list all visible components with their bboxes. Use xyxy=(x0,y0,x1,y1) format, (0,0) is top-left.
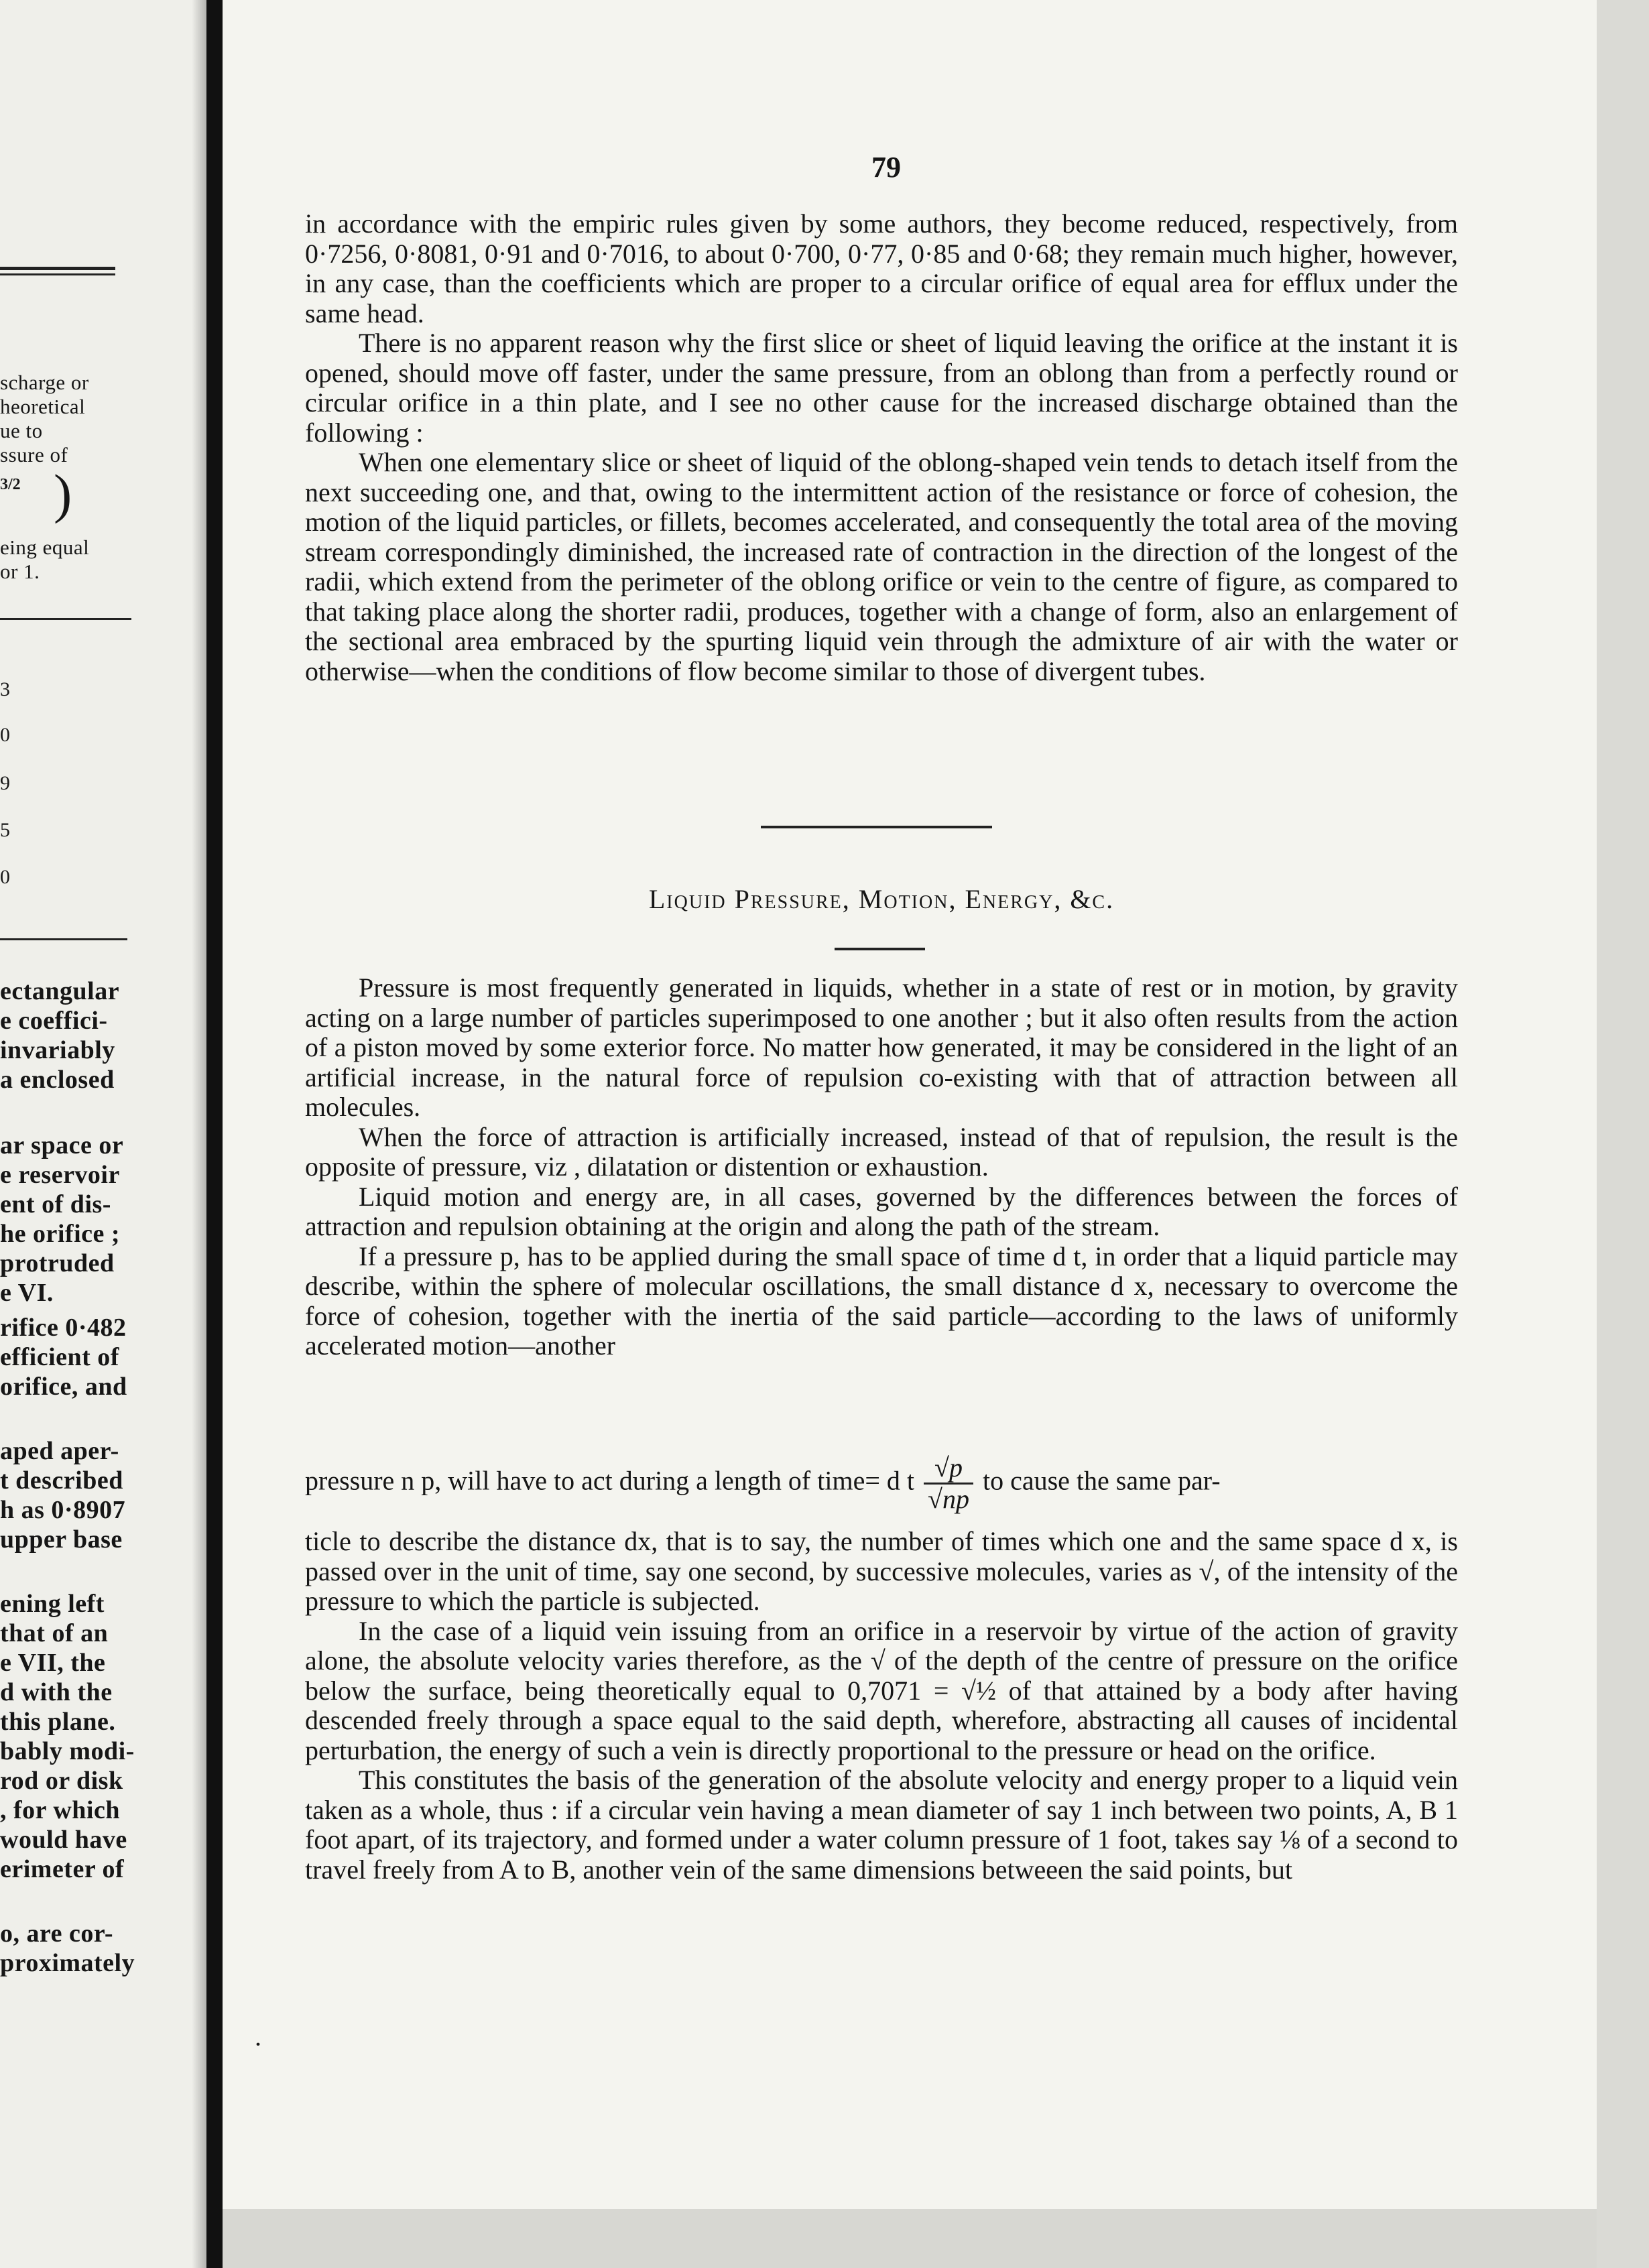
paragraph: There is no apparent reason why the first slice or sheet of liquid leaving the orifice at the instant it is opened, should move off faster, under the same pressure, from an oblong than from a perfectly round or circular orifice in a thin plate, and I see no other cause for the increased discharge obtained than the following : xyxy=(305,328,1458,448)
paragraph: In the case of a liquid vein issuing from an orifice in a reservoir by virtue of the action of gravity alone, the absolute velocity varies therefore, as the √ of the depth of the centre of pressure on the orifice below the surface, being theoretically equal to 0,7071 = √½ of that attained by a body after having descended freely through a space equal to the said depth, wherefore, abstracting all causes of incidental perturbation, the energy of such a vein is directly proportional to the pressure or head on the orifice. xyxy=(305,1615,1458,1765)
facing-page-left xyxy=(0,0,206,2268)
left-line: e reservoir xyxy=(0,1161,120,1189)
left-line: t described xyxy=(0,1466,123,1495)
left-line: protruded xyxy=(0,1249,115,1277)
left-line: d with the xyxy=(0,1678,113,1706)
left-fraction-fragment: 3/2 xyxy=(0,476,21,493)
left-rule-top xyxy=(0,267,115,270)
left-line: bably modi- xyxy=(0,1737,135,1765)
margin-mark: . xyxy=(255,2021,261,2052)
paragraph: This constitutes the basis of the generation of the absolute velocity and energy proper to a liquid vein taken as a whole, thus : if a circular vein having a mean diameter of say 1 inch between two points, A, B 1 foot apart, of its trajectory, and formed under a water column pressure of 1 foot, takes say ⅛ of a second to travel freely from A to B, another vein of the same dimensions betweeen the said points, but xyxy=(305,1765,1458,1885)
left-digit: 0 xyxy=(0,866,10,888)
section-rule xyxy=(761,826,992,828)
left-line: rifice 0·482 xyxy=(0,1314,127,1342)
left-line: proximately xyxy=(0,1949,135,1977)
left-line: aped aper- xyxy=(0,1437,119,1465)
left-line: e VII, the xyxy=(0,1649,106,1677)
top-text-block xyxy=(305,209,1458,686)
left-line: ssure of xyxy=(0,443,68,466)
left-line: or 1. xyxy=(0,560,40,583)
fraction-numerator: √p xyxy=(924,1453,973,1485)
left-line: , for which xyxy=(0,1796,120,1824)
left-line: this plane. xyxy=(0,1708,116,1736)
left-line: a enclosed xyxy=(0,1066,115,1094)
left-page-shadow xyxy=(192,0,206,2268)
left-rule xyxy=(0,938,127,940)
left-line: ectangular xyxy=(0,977,120,1005)
left-line: ent of dis- xyxy=(0,1190,111,1218)
left-line: scharge or xyxy=(0,371,89,394)
paragraph: When one elementary slice or sheet of liquid of the oblong-shaped vein tends to detach itself from the next succeeding one, and that, owing to the intermittent action of the resistance or force of cohesion, the motion of the liquid particles, or fillets, becomes accelerated, and consequently the total area of the moving stream correspondingly diminished, the increased rate of contraction in the direction of the longest of the radii, which extend from the perimeter of the oblong orifice or vein to the centre of figure, as compared to that taking place along the shorter radii, produces, together with a change of form, also an enlargement of the sectional area embraced by the spurting liquid vein through the admixture of air with the water or otherwise—when the conditions of flow become similar to those of divergent tubes. xyxy=(305,447,1458,686)
left-line: erimeter of xyxy=(0,1855,125,1883)
left-line: invariably xyxy=(0,1036,115,1064)
page-number: 79 xyxy=(871,151,901,184)
left-line: that of an xyxy=(0,1619,109,1647)
left-rule xyxy=(0,618,131,620)
left-line: heoretical xyxy=(0,395,86,418)
page-bottom-margin xyxy=(223,2209,1597,2268)
formula-trail-text: to cause the same par- xyxy=(982,1465,1221,1496)
page-edge xyxy=(1597,0,1649,2268)
left-line: ening left xyxy=(0,1590,105,1618)
paragraph: Liquid motion and energy are, in all cases, governed by the differences between the forces of attraction and repulsion obtaining at the origin and along the path of the stream. xyxy=(305,1181,1458,1241)
left-digit: 5 xyxy=(0,819,10,841)
paragraph: ticle to describe the distance dx, that is to say, the number of times which one and the same space d x, is passed over in the unit of time, say one second, by successive molecules, varies as √, of the intensity of the pressure to which the particle is subjected. xyxy=(305,1526,1458,1616)
left-line: ar space or xyxy=(0,1131,124,1159)
left-line: efficient of xyxy=(0,1343,119,1371)
left-line: upper base xyxy=(0,1525,123,1554)
left-line: eing equal xyxy=(0,536,90,559)
book-spine xyxy=(206,0,223,2268)
mid-text-block xyxy=(305,973,1458,1361)
left-line: orifice, and xyxy=(0,1373,127,1401)
section-heading: Liquid Pressure, Motion, Energy, &c. xyxy=(648,884,1115,914)
left-line: ue to xyxy=(0,419,43,442)
left-line: o, are cor- xyxy=(0,1919,114,1948)
left-paren: ) xyxy=(54,463,72,524)
left-digit: 3 xyxy=(0,678,10,700)
heading-rule xyxy=(835,948,925,950)
paragraph: Pressure is most frequently generated in liquids, whether in a state of rest or in motion, by gravity acting on a large number of particles superimposed to one another ; but it also often results from the action of a piston moved by some exterior force. No matter how generated, it may be considered in the light of an artificial increase, in the natural force of repulsion co-existing with that of attraction between all molecules. xyxy=(305,972,1458,1122)
formula-lead-text: pressure n p, will have to act during a length of time= d t xyxy=(305,1465,915,1496)
left-line: h as 0·8907 xyxy=(0,1496,126,1524)
formula-line xyxy=(305,1453,1458,1514)
lower-text-block xyxy=(305,1527,1458,1885)
paragraph: in accordance with the empiric rules given by some authors, they become reduced, respectively, from 0·7256, 0·8081, 0·91 and 0·7016, to about 0·700, 0·77, 0·85 and 0·68; they remain much higher, however, in any case, than the coefficients which are proper to a circular orifice of equal area for efflux under the same head. xyxy=(305,208,1458,328)
left-rule-top-2 xyxy=(0,273,115,275)
left-line: e VI. xyxy=(0,1279,54,1307)
left-digit: 9 xyxy=(0,772,10,794)
left-line: e coeffici- xyxy=(0,1007,108,1035)
paragraph: If a pressure p, has to be applied during the small space of time d t, in order that a liquid particle may describe, within the sphere of molecular oscillations, the small distance d x, necessary to overcome the force of cohesion, together with the inertia of the said particle—according to the laws of uniformly accelerated motion—another xyxy=(305,1241,1458,1361)
left-digit: 0 xyxy=(0,724,10,746)
paragraph: When the force of attraction is artificially increased, instead of that of repulsion, the result is the opposite of pressure, viz , dilatation or distention or exhaustion. xyxy=(305,1121,1458,1182)
root-fraction xyxy=(924,1453,973,1514)
left-line: would have xyxy=(0,1826,127,1854)
left-line: he orifice ; xyxy=(0,1220,121,1248)
left-line: rod or disk xyxy=(0,1767,123,1795)
fraction-denominator: √np xyxy=(928,1484,969,1514)
